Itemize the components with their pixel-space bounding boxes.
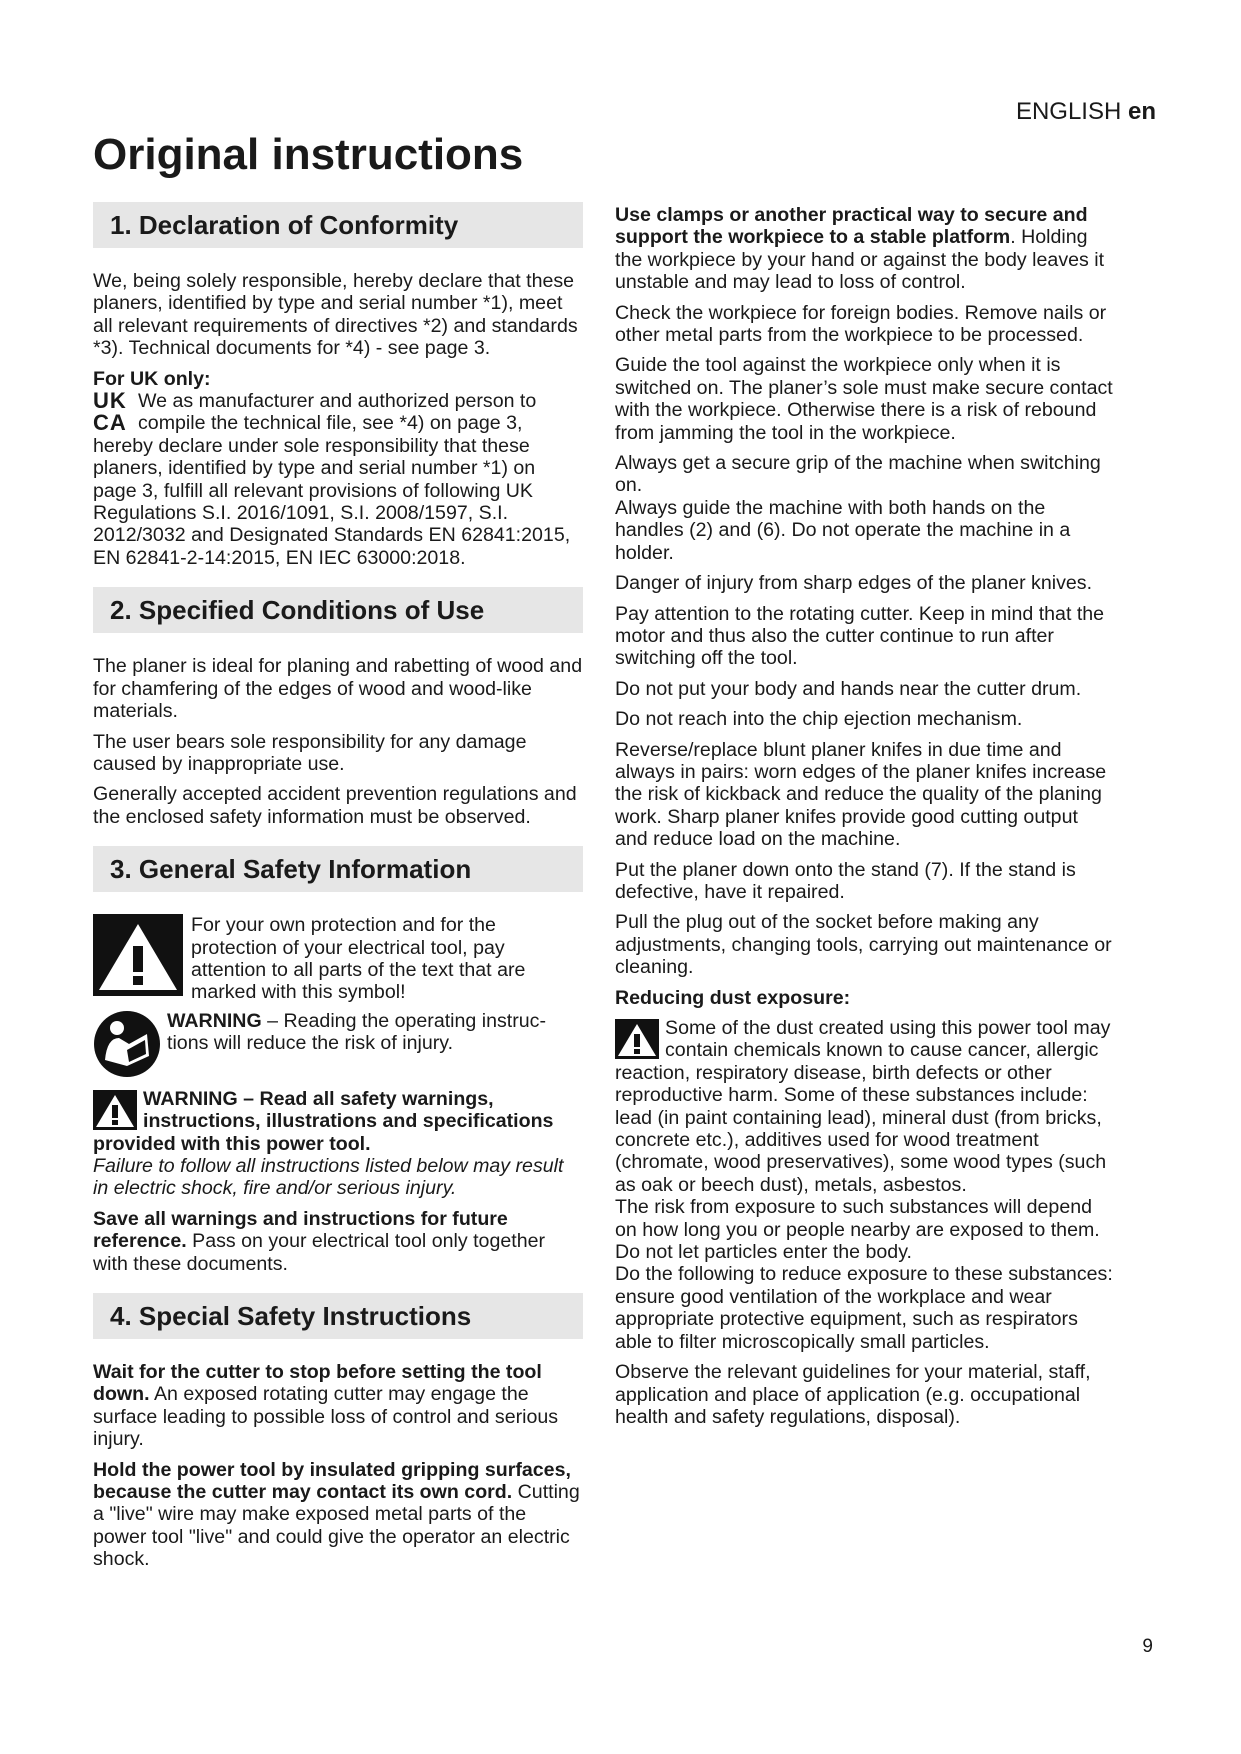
language-name: ENGLISH [1015,98,1122,125]
dust-p2: The risk from exposure to such substances will depend on how long you or people nearby are exposed to them. [615,1196,1100,1241]
read-all-warnings-italic: Failure to follow all instructions listed below may result in electric shock, fire and/or serious injury. [93,1154,564,1200]
right-p1-bold: Use clamps or another practical way to secure and support the workpiece to a stable platform [615,204,1088,249]
right-p11: Pull the plug out of the socket before making any adjustments, changing tools, carrying out maintenance or cleaning. [615,911,1112,979]
declaration-text: We, being solely responsible, hereby declare that these planers, identified by type and serial number *1), meet all relevant requirements of directives *2) and standards *3). Technical documents for *4) - see page 3. [93,270,578,360]
ukca-mark [93,390,138,434]
dust-warning-icon [615,1019,659,1059]
save-instructions [93,1208,583,1275]
right-p9: Reverse/replace blunt planer knifes in due time and always in pairs: worn edges of the planer knifes increase the risk of kickback and reduce the quality of the planing work. Sharp planer knifes provide good cutting output and reduce load on the machine. [615,738,1107,851]
right-p4b: Always guide the machine with both hands on the handles (2) and (6). Do not operate the machine in a holder. [615,496,1071,564]
dust-p4: Do the following to reduce exposure to these substances: ensure good ventilation of the workplace and wear appropriate protective equipment, such as respirators able to filter microscopically small particles. [615,1263,1113,1353]
right-column [615,204,1115,1436]
conditions-p1: The planer is ideal for planing and rabetting of wood and for chamfering of the edges of wood and wood-like materials. [93,655,583,723]
save-instructions-text: Pass on your electrical tool only together with these documents. [93,1230,546,1275]
page-number: 9 [1142,1636,1153,1657]
right-p6: Pay attention to the rotating cutter. Keep in mind that the motor and thus also the cutter continue to run after switching off the tool. [615,602,1105,670]
right-p3: Guide the tool against the workpiece only when it is switched on. The planer’s sole must make secure contact with the workpiece. Otherwise there is a risk of rebound from jamming the tool in the workpiece. [615,354,1113,444]
section-heading-conditions: 2. Specified Conditions of Use [93,587,583,633]
language-code: en [1127,98,1156,125]
special-p1-bold: Wait for the cutter to stop before setting the tool down. [93,1361,542,1406]
uk-declaration [93,390,583,569]
read-manual-block [93,1010,583,1078]
right-p8: Do not reach into the chip ejection mechanism. [615,708,1023,731]
warning-label: WARNING [167,1009,262,1032]
section-heading-special-safety: 4. Special Safety Instructions [93,1293,583,1339]
dust-p3: Do not let particles enter the body. [615,1241,912,1264]
uk-declaration-text: We as manufacturer and authorized person to compile the technical file, see *4) on page 3, hereby declare under sole responsibility that these planers, identified by type and serial number *1) on page 3, fulfill all relevant provisions of following UK Regulations S.I. 2016/1091, S.I. 2008/1597, S.I. 2012/3032 and Designated Standards EN 62841:2015, EN 62841-2-14:2015, EN IEC 63000:2018. [93,390,571,569]
small-warning-icon [93,1090,137,1130]
dust-p1-text: Some of the dust created using this power tool may contain chemicals known to cause cancer, allergic reaction, respiratory disease, birth defects or other reproductive harm. Some of these substances include: lead (in paint containing lead), mineral dust (from bricks, concrete etc.), additives used for wood treatment (chromate, wood preservatives), some wood types (such as oak or beech dust), metals, asbestos. [615,1017,1111,1196]
conditions-p3: Generally accepted accident prevention regulations and the enclosed safety information must be observed. [93,783,577,828]
dust-heading: Reducing dust exposure: [615,986,851,1009]
read-manual-icon [93,1010,161,1078]
conditions-p2: The user bears sole responsibility for any damage caused by inappropriate use. [93,730,527,775]
symbol-text: For your own protection and for the protection of your electrical tool, pay attention to all parts of the text that are marked with this symbol! [191,914,526,1004]
read-all-warnings [93,1088,583,1200]
left-column [93,202,583,1579]
special-p2-bold: Hold the power tool by insulated gripping surfaces, because the cutter may contact its own cord. [93,1458,571,1504]
warning-text: – Reading the operating instruc-tions will reduce the risk of injury. [167,1009,546,1055]
right-p10: Put the planer down onto the stand (7). If the stand is defective, have it repaired. [615,858,1076,903]
right-p1 [615,204,1115,294]
right-p4a: Always get a secure grip of the machine when switching on. [615,452,1101,497]
dust-p5: Observe the relevant guidelines for your material, staff, application and place of application (e.g. occupational health and safety regulations, disposal). [615,1361,1091,1428]
save-instructions-bold: Save all warnings and instructions for future reference. [93,1207,508,1253]
right-p1-text: . Holding the workpiece by your hand or against the body leaves it unstable and may lead to loss of control. [615,226,1105,294]
language-label [1016,98,1156,126]
symbol-block [93,914,583,1004]
warning-triangle-icon [93,914,183,996]
special-p1-text: An exposed rotating cutter may engage the surface leading to possible loss of control and serious injury. [93,1383,559,1451]
read-all-warnings-bold: WARNING – Read all safety warnings, instructions, illustrations and specifications provided with this power tool. [93,1087,554,1155]
read-manual-text [167,1010,583,1055]
special-p2 [93,1459,583,1571]
special-p1 [93,1361,583,1451]
page-title: Original instructions [93,130,524,179]
right-p2: Check the workpiece for foreign bodies. Remove nails or other metal parts from the workpiece to be processed. [615,301,1107,347]
right-p5: Danger of injury from sharp edges of the planer knives. [615,572,1093,595]
uk-heading: For UK only: [93,367,211,390]
right-p7: Do not put your body and hands near the cutter drum. [615,677,1082,700]
dust-p1 [615,1017,1115,1196]
section-heading-general-safety: 3. General Safety Information [93,846,583,892]
ukca-top: UK [93,388,127,414]
special-p2-text: Cutting a "live" wire may make exposed metal parts of the power tool "live" and could give the operator an electric shock. [93,1481,580,1571]
ukca-bottom: CA [93,410,127,436]
section-heading-declaration: 1. Declaration of Conformity [93,202,583,248]
